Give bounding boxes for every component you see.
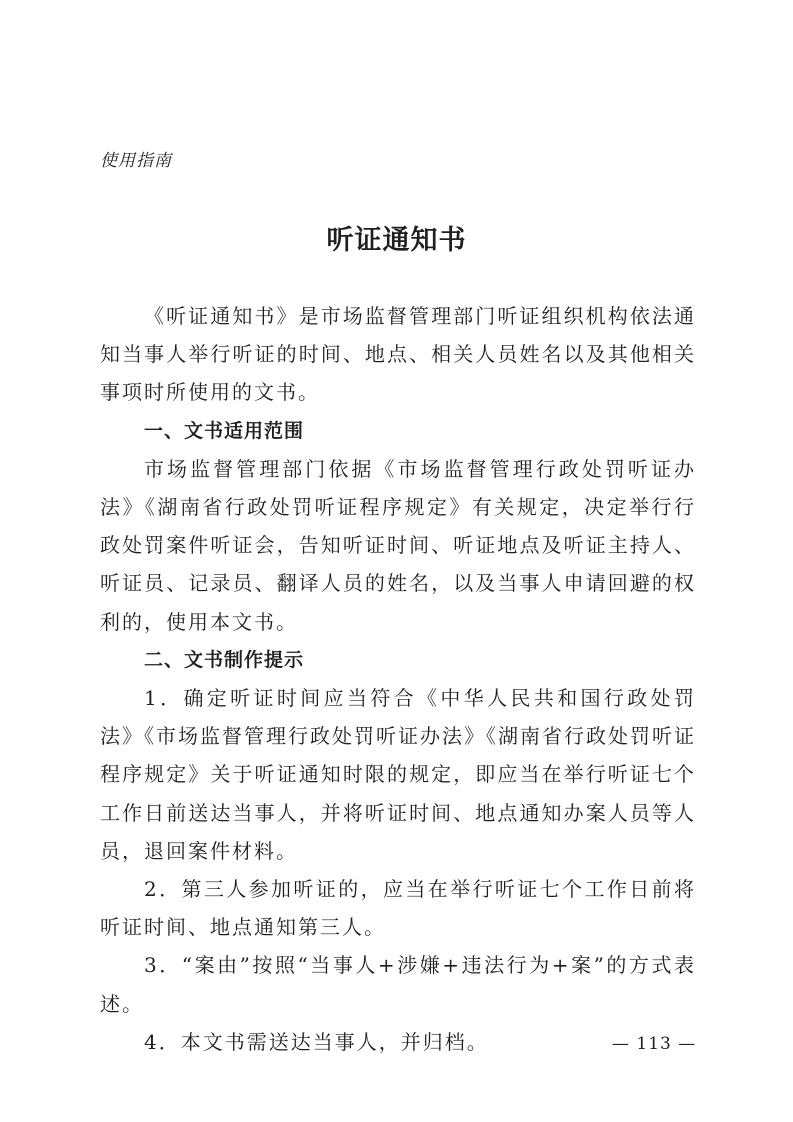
document-body [100, 297, 696, 1061]
section-heading-scope: 一、文书适用范围 [144, 419, 305, 442]
scope-paragraph: 市场监督管理部门依据《市场监督管理行政处罚听证办法》《湖南省行政处罚听证程序规定》有关规定，决定举行行政处罚案件听证会，告知听证时间、听证地点及听证主持人、听证员、记录员、翻译人员的姓名，以及当事人申请回避的权利的，使用本文书。 [100, 456, 696, 634]
intro-paragraph: 《听证通知书》是市场监督管理部门听证组织机构依法通知当事人举行听证的时间、地点、相关人员姓名以及其他相关事项时所使用的文书。 [100, 304, 696, 405]
page-number: — 113 — [612, 1034, 697, 1054]
tip-item-4: 4．本文书需送达当事人，并归档。 [144, 1029, 489, 1054]
tip-item-2: 2．第三人参加听证的，应当在举行听证七个工作日前将听证时间、地点通知第三人。 [100, 877, 696, 940]
tip-item-1: 1．确定听证时间应当符合《中华人民共和国行政处罚法》《市场监督管理行政处罚听证办法》《湖南省行政处罚听证程序规定》关于听证通知时限的规定，即应当在举行听证七个工作日前送达当事人，并将听证时间、地点通知办案人员等人员，退回案件材料。 [100, 686, 696, 863]
page-title: 听证通知书 [326, 225, 467, 256]
tip-item-3: 3．“案由”按照“当事人+涉嫌+违法行为+案”的方式表述。 [100, 953, 696, 1016]
section-label: 使用指南 [100, 151, 172, 171]
section-heading-tips: 二、文书制作提示 [144, 648, 305, 671]
